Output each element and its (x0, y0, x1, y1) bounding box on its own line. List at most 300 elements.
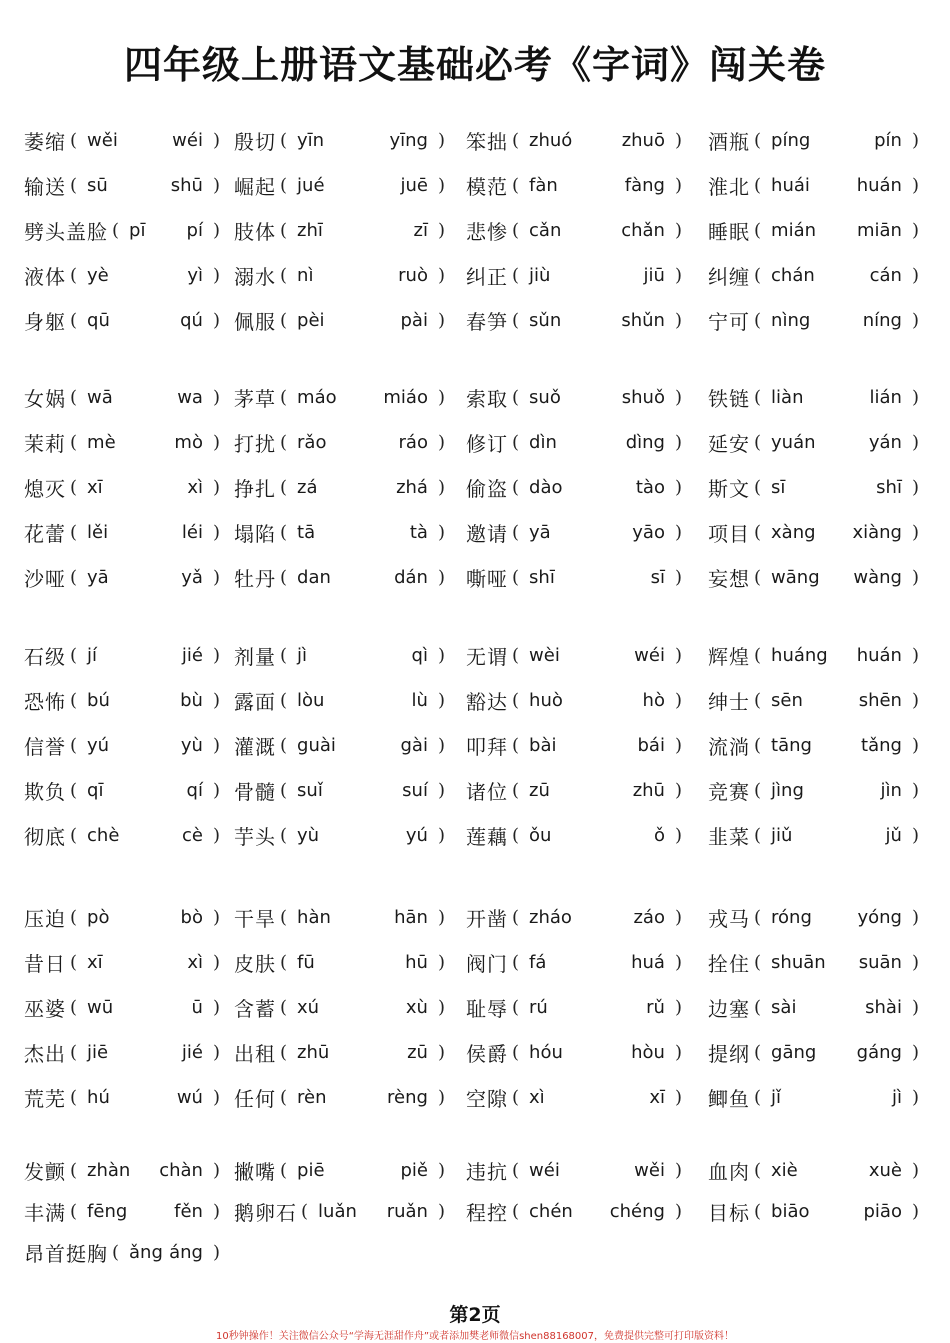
word-text: 身躯 (24, 309, 66, 334)
pinyin-option-2: wàng (853, 566, 902, 588)
word-text: 目标 (708, 1200, 750, 1225)
close-paren: ) (674, 689, 682, 711)
pinyin-option-2: zū (407, 1041, 428, 1063)
close-paren: ) (911, 566, 919, 588)
close-paren: ) (437, 996, 445, 1018)
word-item (708, 635, 923, 675)
word-item (466, 770, 686, 810)
word-text: 开凿 (466, 906, 508, 931)
open-paren: ( (754, 951, 762, 973)
word-text: 撇嘴 (234, 1159, 276, 1184)
word-text: 含蓄 (234, 996, 276, 1021)
open-paren: ( (512, 431, 520, 453)
word-item (466, 300, 686, 340)
pinyin-option-2: ū (191, 996, 203, 1018)
pinyin-option-1: wā (87, 386, 113, 408)
pinyin-option-2: cè (181, 824, 203, 846)
pinyin-option-2: jié (181, 644, 203, 666)
close-paren: ) (911, 1159, 919, 1181)
pinyin-option-1: sēn (771, 689, 803, 711)
pinyin-option-1: ǎng (129, 1241, 163, 1263)
close-paren: ) (674, 644, 682, 666)
word-text: 违抗 (466, 1159, 508, 1184)
word-text: 牡丹 (234, 566, 276, 591)
pinyin-option-2: pài (400, 309, 428, 331)
word-text: 叩拜 (466, 734, 508, 759)
word-text: 悲惨 (466, 219, 508, 244)
pinyin-option-2: tào (635, 476, 665, 498)
pinyin-option-1: yīn (297, 129, 325, 151)
word-item (466, 255, 686, 295)
word-item (466, 635, 686, 675)
word-text: 鲫鱼 (708, 1086, 750, 1111)
word-item (708, 897, 923, 937)
close-paren: ) (212, 951, 220, 973)
open-paren: ( (754, 174, 762, 196)
word-text: 昂首挺胸 (24, 1241, 108, 1266)
open-paren: ( (280, 644, 288, 666)
pinyin-option-1: xú (297, 996, 320, 1018)
close-paren: ) (212, 264, 220, 286)
close-paren: ) (212, 824, 220, 846)
pinyin-option-1: bài (529, 734, 557, 756)
pinyin-option-2: qì (411, 644, 428, 666)
word-text: 信誉 (24, 734, 66, 759)
close-paren: ) (437, 264, 445, 286)
open-paren: ( (512, 689, 520, 711)
open-paren: ( (70, 779, 78, 801)
word-item (24, 725, 224, 765)
pinyin-option-2: zhū (632, 779, 665, 801)
pinyin-option-1: yuán (771, 431, 816, 453)
pinyin-option-1: xī (87, 951, 103, 973)
word-item (466, 377, 686, 417)
open-paren: ( (70, 1159, 78, 1181)
pinyin-option-1: yè (87, 264, 109, 286)
open-paren: ( (280, 129, 288, 151)
word-text: 睡眠 (708, 219, 750, 244)
word-text: 竞赛 (708, 779, 750, 804)
word-text: 熄灭 (24, 476, 66, 501)
pinyin-option-1: pī (129, 219, 146, 241)
pinyin-option-1: róng (771, 906, 812, 928)
pinyin-option-1: zá (297, 476, 318, 498)
close-paren: ) (911, 734, 919, 756)
pinyin-option-1: jì (297, 644, 308, 666)
word-item (708, 120, 923, 160)
open-paren: ( (70, 1200, 78, 1222)
close-paren: ) (911, 824, 919, 846)
word-item (24, 815, 224, 855)
open-paren: ( (280, 996, 288, 1018)
open-paren: ( (280, 309, 288, 331)
pinyin-option-1: huáng (771, 644, 828, 666)
word-text: 淮北 (708, 174, 750, 199)
word-item (24, 467, 224, 507)
pinyin-option-2: shī (876, 476, 902, 498)
open-paren: ( (512, 309, 520, 331)
word-text: 石级 (24, 644, 66, 669)
pinyin-option-1: píng (771, 129, 811, 151)
open-paren: ( (512, 1159, 520, 1181)
pinyin-option-1: biāo (771, 1200, 810, 1222)
pinyin-option-2: piāo (863, 1200, 902, 1222)
pinyin-option-2: xì (187, 476, 203, 498)
word-text: 斯文 (708, 476, 750, 501)
word-item (466, 1032, 686, 1072)
pinyin-option-1: mián (771, 219, 817, 241)
pinyin-option-1: zháo (529, 906, 572, 928)
open-paren: ( (754, 1041, 762, 1063)
close-paren: ) (911, 476, 919, 498)
pinyin-option-2: zhuō (621, 129, 665, 151)
word-item (708, 300, 923, 340)
open-paren: ( (754, 386, 762, 408)
close-paren: ) (437, 309, 445, 331)
word-text: 无谓 (466, 644, 508, 669)
open-paren: ( (754, 906, 762, 928)
open-paren: ( (754, 264, 762, 286)
open-paren: ( (754, 734, 762, 756)
close-paren: ) (674, 779, 682, 801)
close-paren: ) (437, 824, 445, 846)
close-paren: ) (674, 824, 682, 846)
word-item (708, 680, 923, 720)
close-paren: ) (674, 174, 682, 196)
word-text: 笨拙 (466, 129, 508, 154)
pinyin-option-2: wú (176, 1086, 203, 1108)
pinyin-option-1: zū (529, 779, 550, 801)
open-paren: ( (70, 264, 78, 286)
close-paren: ) (437, 779, 445, 801)
word-text: 程控 (466, 1200, 508, 1225)
open-paren: ( (280, 264, 288, 286)
pinyin-option-2: bù (180, 689, 203, 711)
word-item (234, 300, 449, 340)
pinyin-option-1: suǐ (297, 779, 323, 801)
close-paren: ) (437, 951, 445, 973)
word-item (234, 165, 449, 205)
word-text: 骨髓 (234, 779, 276, 804)
open-paren: ( (512, 264, 520, 286)
pinyin-option-2: mò (174, 431, 203, 453)
word-text: 茉莉 (24, 431, 66, 456)
close-paren: ) (674, 129, 682, 151)
word-item (708, 557, 923, 597)
pinyin-option-2: fàng (624, 174, 665, 196)
word-item (234, 897, 449, 937)
pinyin-option-1: liàn (771, 386, 804, 408)
pinyin-option-2: shǔn (621, 309, 665, 331)
pinyin-option-1: bú (87, 689, 110, 711)
pinyin-option-2: wa (177, 386, 203, 408)
word-text: 沙哑 (24, 566, 66, 591)
pinyin-option-2: sī (650, 566, 665, 588)
close-paren: ) (911, 219, 919, 241)
pinyin-option-2: áng (169, 1241, 203, 1263)
open-paren: ( (754, 431, 762, 453)
word-item (24, 680, 224, 720)
open-paren: ( (70, 824, 78, 846)
open-paren: ( (512, 566, 520, 588)
pinyin-option-2: gài (400, 734, 428, 756)
close-paren: ) (212, 521, 220, 543)
word-item (708, 1150, 923, 1190)
open-paren: ( (512, 1086, 520, 1108)
word-item (708, 1077, 923, 1117)
pinyin-option-1: dào (529, 476, 563, 498)
pinyin-option-1: tāng (771, 734, 812, 756)
close-paren: ) (437, 644, 445, 666)
word-text: 剂量 (234, 644, 276, 669)
word-text: 丰满 (24, 1200, 66, 1225)
open-paren: ( (512, 1041, 520, 1063)
pinyin-option-2: zhá (396, 476, 428, 498)
pinyin-option-2: jǔ (885, 824, 902, 846)
pinyin-option-2: piě (400, 1159, 428, 1181)
open-paren: ( (754, 644, 762, 666)
pinyin-option-2: shuǒ (621, 386, 665, 408)
open-paren: ( (754, 1159, 762, 1181)
open-paren: ( (70, 996, 78, 1018)
pinyin-option-1: fēng (87, 1200, 128, 1222)
open-paren: ( (754, 219, 762, 241)
word-item (24, 165, 224, 205)
close-paren: ) (437, 1086, 445, 1108)
close-paren: ) (674, 309, 682, 331)
word-item (708, 165, 923, 205)
close-paren: ) (212, 1041, 220, 1063)
word-text: 鹅卵石 (234, 1200, 297, 1225)
close-paren: ) (437, 1041, 445, 1063)
open-paren: ( (70, 734, 78, 756)
pinyin-option-2: rǔ (646, 996, 665, 1018)
close-paren: ) (674, 566, 682, 588)
open-paren: ( (754, 1200, 762, 1222)
pinyin-option-1: zhī (297, 219, 323, 241)
open-paren: ( (512, 996, 520, 1018)
open-paren: ( (280, 734, 288, 756)
close-paren: ) (437, 1159, 445, 1181)
close-paren: ) (674, 1086, 682, 1108)
open-paren: ( (754, 566, 762, 588)
pinyin-option-1: mè (87, 431, 116, 453)
word-text: 拴住 (708, 951, 750, 976)
pinyin-option-1: huái (771, 174, 810, 196)
word-text: 劈头盖脸 (24, 219, 108, 244)
pinyin-option-2: jiū (643, 264, 665, 286)
pinyin-option-2: jì (891, 1086, 902, 1108)
pinyin-option-1: máo (297, 386, 337, 408)
close-paren: ) (911, 264, 919, 286)
open-paren: ( (280, 1159, 288, 1181)
word-item (466, 725, 686, 765)
pinyin-option-1: jìng (771, 779, 804, 801)
close-paren: ) (911, 689, 919, 711)
pinyin-option-2: tà (409, 521, 428, 543)
pinyin-option-1: chè (87, 824, 120, 846)
close-paren: ) (911, 906, 919, 928)
pinyin-option-2: chéng (609, 1200, 665, 1222)
pinyin-option-2: yán (868, 431, 902, 453)
pinyin-option-1: chén (529, 1200, 573, 1222)
close-paren: ) (674, 1159, 682, 1181)
close-paren: ) (437, 129, 445, 151)
word-text: 耻辱 (466, 996, 508, 1021)
pinyin-option-2: huán (856, 174, 902, 196)
word-item (234, 467, 449, 507)
pinyin-option-2: bái (637, 734, 665, 756)
close-paren: ) (212, 779, 220, 801)
close-paren: ) (911, 431, 919, 453)
open-paren: ( (512, 1200, 520, 1222)
word-text: 流淌 (708, 734, 750, 759)
word-item (708, 725, 923, 765)
close-paren: ) (674, 996, 682, 1018)
close-paren: ) (674, 1200, 682, 1222)
word-text: 出租 (234, 1041, 276, 1066)
pinyin-option-2: gáng (856, 1041, 902, 1063)
open-paren: ( (280, 476, 288, 498)
open-paren: ( (70, 1086, 78, 1108)
open-paren: ( (280, 521, 288, 543)
open-paren: ( (70, 431, 78, 453)
word-item (466, 942, 686, 982)
word-item (466, 210, 686, 250)
close-paren: ) (911, 1041, 919, 1063)
word-item (466, 680, 686, 720)
word-item (234, 725, 449, 765)
pinyin-option-1: yā (529, 521, 551, 543)
close-paren: ) (911, 386, 919, 408)
pinyin-option-2: xù (405, 996, 428, 1018)
pinyin-option-1: xàng (771, 521, 816, 543)
word-text: 露面 (234, 689, 276, 714)
pinyin-option-1: yù (297, 824, 320, 846)
word-item (708, 210, 923, 250)
pinyin-option-2: xì (187, 951, 203, 973)
word-text: 干旱 (234, 906, 276, 931)
pinyin-option-2: miān (856, 219, 902, 241)
word-text: 韭菜 (708, 824, 750, 849)
word-text: 压迫 (24, 906, 66, 931)
open-paren: ( (512, 386, 520, 408)
pinyin-option-2: wéi (172, 129, 203, 151)
word-text: 项目 (708, 521, 750, 546)
word-text: 彻底 (24, 824, 66, 849)
pinyin-option-2: huán (856, 644, 902, 666)
word-item (24, 770, 224, 810)
word-text: 欺负 (24, 779, 66, 804)
open-paren: ( (754, 996, 762, 1018)
pinyin-option-1: dan (297, 566, 331, 588)
word-item (24, 210, 224, 250)
pinyin-option-2: rèng (387, 1086, 428, 1108)
word-item (234, 255, 449, 295)
word-item (234, 942, 449, 982)
word-text: 芋头 (234, 824, 276, 849)
close-paren: ) (212, 386, 220, 408)
open-paren: ( (280, 1086, 288, 1108)
word-item (466, 512, 686, 552)
pinyin-option-2: yǎ (181, 566, 203, 588)
close-paren: ) (911, 521, 919, 543)
pinyin-option-2: hòu (631, 1041, 665, 1063)
word-text: 索取 (466, 386, 508, 411)
word-text: 荒芜 (24, 1086, 66, 1111)
close-paren: ) (437, 386, 445, 408)
close-paren: ) (674, 1041, 682, 1063)
word-item (708, 942, 923, 982)
word-text: 春笋 (466, 309, 508, 334)
pinyin-option-1: luǎn (318, 1200, 357, 1222)
pinyin-option-1: fàn (529, 174, 558, 196)
close-paren: ) (911, 996, 919, 1018)
close-paren: ) (212, 1086, 220, 1108)
pinyin-option-2: wěi (634, 1159, 665, 1181)
pinyin-option-2: suí (402, 779, 428, 801)
word-item (24, 1032, 224, 1072)
pinyin-option-2: pín (874, 129, 902, 151)
pinyin-option-2: miáo (383, 386, 428, 408)
pinyin-option-2: suān (858, 951, 902, 973)
pinyin-option-1: sài (771, 996, 797, 1018)
close-paren: ) (674, 264, 682, 286)
open-paren: ( (512, 644, 520, 666)
word-text: 灌溉 (234, 734, 276, 759)
open-paren: ( (754, 476, 762, 498)
pinyin-option-2: xuè (868, 1159, 902, 1181)
pinyin-option-1: yā (87, 566, 109, 588)
word-item (24, 377, 224, 417)
word-item (24, 897, 224, 937)
pinyin-option-1: lòu (297, 689, 325, 711)
word-item (708, 467, 923, 507)
open-paren: ( (512, 906, 520, 928)
open-paren: ( (70, 174, 78, 196)
word-text: 输送 (24, 174, 66, 199)
close-paren: ) (212, 1241, 220, 1263)
pinyin-option-1: xī (87, 476, 103, 498)
pinyin-option-2: yīng (389, 129, 428, 151)
close-paren: ) (212, 219, 220, 241)
word-text: 挣扎 (234, 476, 276, 501)
open-paren: ( (280, 824, 288, 846)
pinyin-option-2: huá (631, 951, 665, 973)
pinyin-option-2: shài (865, 996, 902, 1018)
word-item (466, 120, 686, 160)
open-paren: ( (280, 174, 288, 196)
close-paren: ) (674, 476, 682, 498)
close-paren: ) (437, 689, 445, 711)
close-paren: ) (674, 219, 682, 241)
close-paren: ) (437, 521, 445, 543)
open-paren: ( (70, 644, 78, 666)
word-item (708, 512, 923, 552)
word-text: 妄想 (708, 566, 750, 591)
word-item (708, 422, 923, 462)
word-item (24, 300, 224, 340)
close-paren: ) (911, 1200, 919, 1222)
word-item (466, 557, 686, 597)
pinyin-option-1: fá (529, 951, 547, 973)
pinyin-option-2: chàn (159, 1159, 203, 1181)
close-paren: ) (212, 309, 220, 331)
word-text: 提纲 (708, 1041, 750, 1066)
open-paren: ( (512, 951, 520, 973)
pinyin-option-2: yì (187, 264, 203, 286)
open-paren: ( (280, 689, 288, 711)
